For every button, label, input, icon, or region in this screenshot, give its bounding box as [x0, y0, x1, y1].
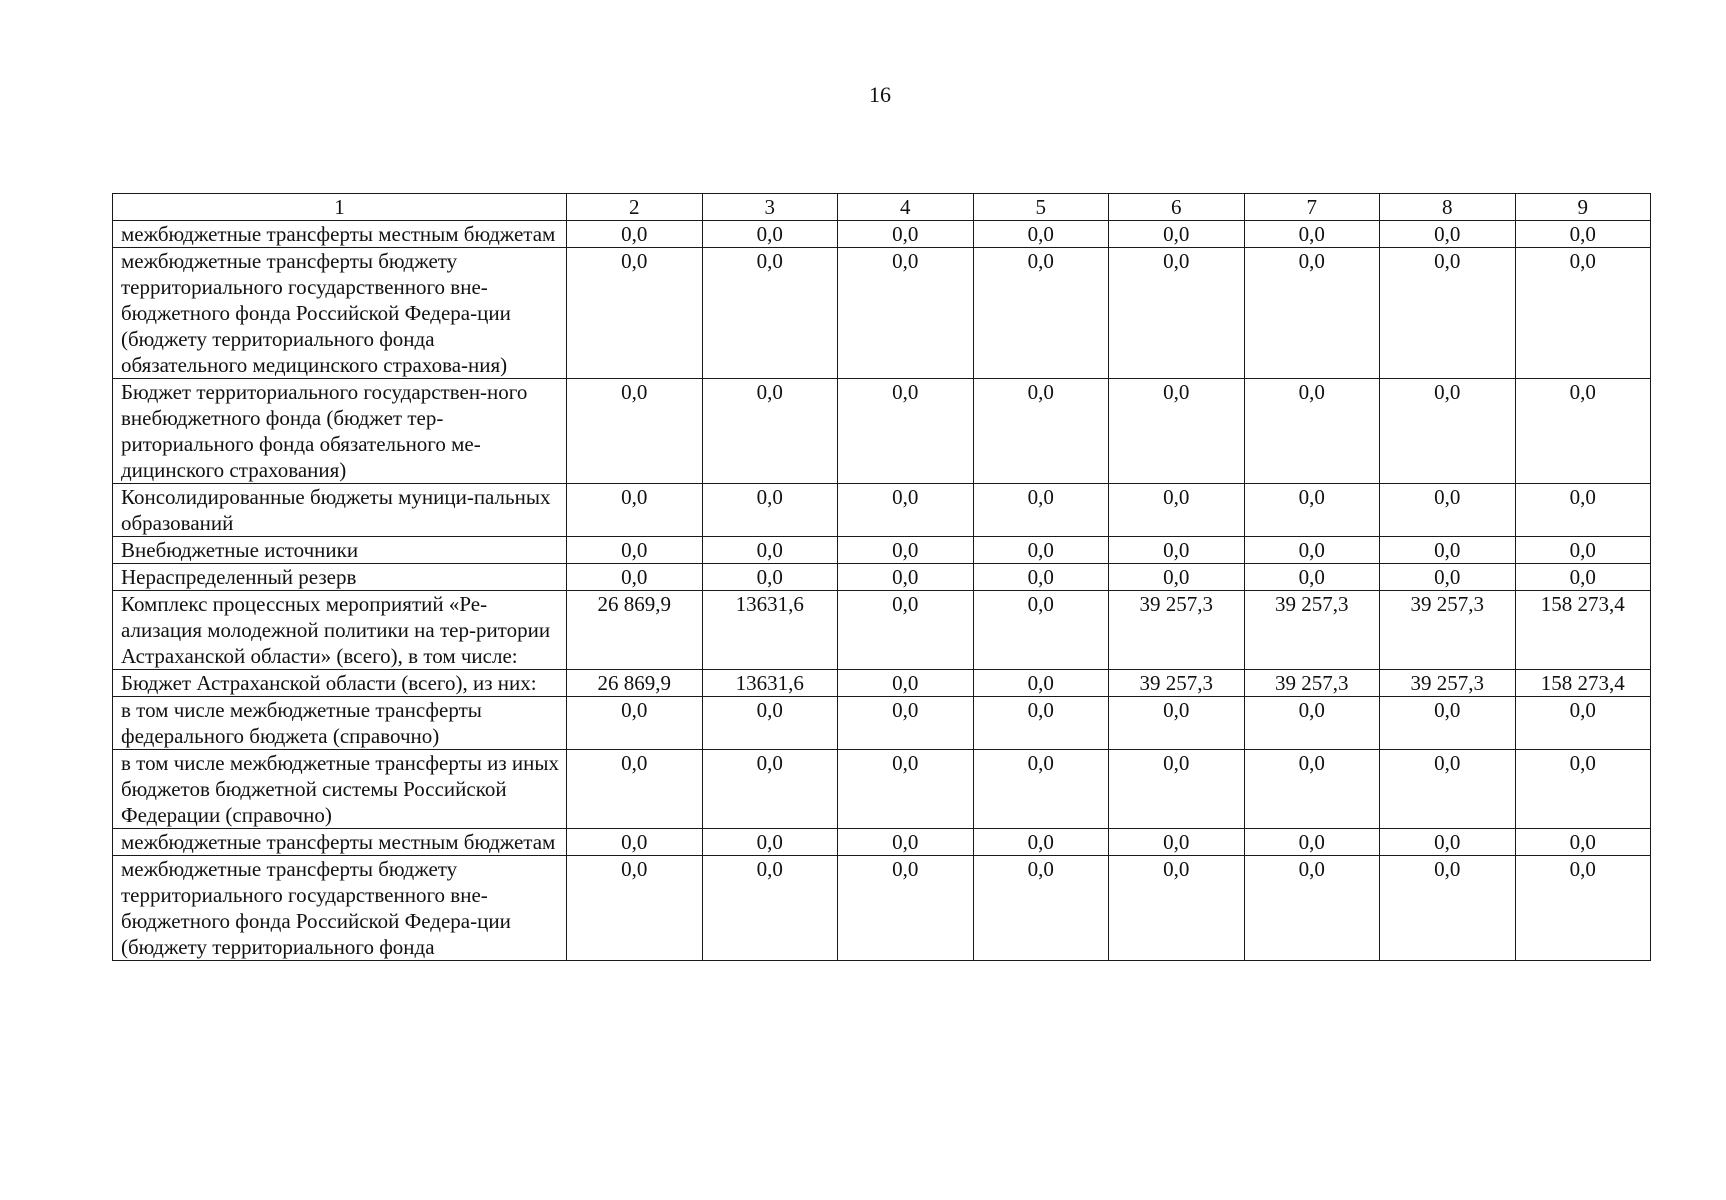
table-cell: 0,0	[1380, 537, 1516, 564]
table-row	[113, 670, 1651, 697]
table-cell: 0,0	[838, 221, 974, 248]
table-cell: 158 273,4	[1515, 670, 1651, 697]
table-cell: 0,0	[973, 248, 1109, 379]
table-cell: 0,0	[1109, 248, 1245, 379]
table-cell: 0,0	[973, 856, 1109, 961]
table-cell: 0,0	[1244, 750, 1380, 829]
table-cell: 0,0	[1109, 379, 1245, 484]
header-row	[113, 194, 1651, 221]
table-cell: 0,0	[702, 697, 838, 750]
row-label: межбюджетные трансферты местным бюджетам	[113, 221, 567, 248]
table-cell: 0,0	[702, 537, 838, 564]
table-cell: 0,0	[1515, 564, 1651, 591]
table-cell: 0,0	[1244, 829, 1380, 856]
table-cell: 0,0	[1244, 484, 1380, 537]
table-cell: 0,0	[838, 750, 974, 829]
table-cell: 0,0	[1109, 221, 1245, 248]
table-cell: 0,0	[1109, 750, 1245, 829]
table-cell: 39 257,3	[1109, 670, 1245, 697]
row-label: в том числе межбюджетные трансферты из иных бюджетов бюджетной системы Российской Федерации (справочно)	[113, 750, 567, 829]
table-cell: 0,0	[1244, 537, 1380, 564]
table-cell: 0,0	[973, 697, 1109, 750]
row-label: межбюджетные трансферты местным бюджетам	[113, 829, 567, 856]
table-row	[113, 591, 1651, 670]
table-body	[113, 221, 1651, 961]
table-cell: 0,0	[1380, 484, 1516, 537]
table-cell: 0,0	[1380, 750, 1516, 829]
table-cell: 0,0	[1109, 484, 1245, 537]
table-cell: 0,0	[1244, 856, 1380, 961]
table-cell: 0,0	[973, 670, 1109, 697]
column-header: 3	[702, 194, 838, 221]
table-row	[113, 221, 1651, 248]
table-cell: 0,0	[1109, 537, 1245, 564]
table-cell: 0,0	[567, 856, 703, 961]
table-cell: 0,0	[1515, 537, 1651, 564]
table-cell: 0,0	[1244, 221, 1380, 248]
table-cell: 0,0	[1109, 829, 1245, 856]
row-label: межбюджетные трансферты бюджету территориального государственного вне-бюджетного фонда Российской Федера-ции (бюджету территориального фонда	[113, 856, 567, 961]
table-cell: 0,0	[702, 379, 838, 484]
table-cell: 0,0	[1244, 697, 1380, 750]
row-label: Внебюджетные источники	[113, 537, 567, 564]
table-cell: 13631,6	[702, 670, 838, 697]
table-cell: 0,0	[838, 591, 974, 670]
table-cell: 0,0	[702, 248, 838, 379]
column-header: 2	[567, 194, 703, 221]
row-label: Комплекс процессных мероприятий «Ре-ализация молодежной политики на тер-ритории Астраханской области» (всего), в том числе:	[113, 591, 567, 670]
table-cell: 0,0	[973, 750, 1109, 829]
table-cell: 0,0	[567, 829, 703, 856]
table-cell: 0,0	[567, 379, 703, 484]
table-row	[113, 750, 1651, 829]
table-cell: 39 257,3	[1380, 591, 1516, 670]
table-cell: 0,0	[973, 484, 1109, 537]
table-cell: 0,0	[702, 221, 838, 248]
table-cell: 0,0	[1380, 856, 1516, 961]
table-cell: 0,0	[1380, 248, 1516, 379]
table-cell: 0,0	[702, 829, 838, 856]
table-cell: 0,0	[973, 379, 1109, 484]
column-header: 6	[1109, 194, 1245, 221]
table-cell: 0,0	[567, 750, 703, 829]
table-cell: 0,0	[838, 670, 974, 697]
table-cell: 0,0	[973, 591, 1109, 670]
table-row	[113, 379, 1651, 484]
table-cell: 0,0	[567, 248, 703, 379]
budget-table	[112, 193, 1651, 961]
table-cell: 0,0	[567, 697, 703, 750]
table-cell: 0,0	[567, 221, 703, 248]
table-cell: 0,0	[1244, 248, 1380, 379]
table-cell: 0,0	[838, 484, 974, 537]
table-cell: 0,0	[1515, 221, 1651, 248]
table-cell: 0,0	[973, 829, 1109, 856]
table-row	[113, 856, 1651, 961]
table-cell: 0,0	[1244, 564, 1380, 591]
table-cell: 0,0	[838, 248, 974, 379]
table-cell: 0,0	[838, 379, 974, 484]
table-cell: 0,0	[1515, 484, 1651, 537]
table-cell: 39 257,3	[1244, 670, 1380, 697]
table-cell: 0,0	[1515, 750, 1651, 829]
table-cell: 0,0	[1515, 697, 1651, 750]
table-cell: 0,0	[702, 484, 838, 537]
table-cell: 0,0	[1380, 221, 1516, 248]
table-cell: 0,0	[838, 537, 974, 564]
column-header: 4	[838, 194, 974, 221]
table-cell: 0,0	[973, 564, 1109, 591]
table-cell: 0,0	[1515, 248, 1651, 379]
table-cell: 0,0	[973, 221, 1109, 248]
table-cell: 0,0	[567, 484, 703, 537]
table-cell: 0,0	[1380, 829, 1516, 856]
row-label: Нераспределенный резерв	[113, 564, 567, 591]
table-row	[113, 248, 1651, 379]
table-row	[113, 484, 1651, 537]
table-row	[113, 537, 1651, 564]
table-row	[113, 829, 1651, 856]
table-row	[113, 697, 1651, 750]
table-cell: 158 273,4	[1515, 591, 1651, 670]
column-header: 8	[1380, 194, 1516, 221]
table-cell: 26 869,9	[567, 670, 703, 697]
table-cell: 0,0	[1380, 379, 1516, 484]
column-header: 7	[1244, 194, 1380, 221]
table-cell: 0,0	[702, 750, 838, 829]
table-cell: 13631,6	[702, 591, 838, 670]
table-cell: 39 257,3	[1244, 591, 1380, 670]
row-label: Бюджет Астраханской области (всего), из них:	[113, 670, 567, 697]
row-label: в том числе межбюджетные трансферты федерального бюджета (справочно)	[113, 697, 567, 750]
table-cell: 0,0	[1109, 697, 1245, 750]
row-label: межбюджетные трансферты бюджету территориального государственного вне-бюджетного фонда Российской Федера-ции (бюджету территориального фонда обязательного медицинского страхова-ния)	[113, 248, 567, 379]
column-header: 5	[973, 194, 1109, 221]
table-cell: 0,0	[1380, 564, 1516, 591]
table-cell: 0,0	[838, 829, 974, 856]
column-header: 9	[1515, 194, 1651, 221]
page-number: 16	[869, 82, 891, 107]
table-cell: 0,0	[1244, 379, 1380, 484]
table-cell: 0,0	[973, 537, 1109, 564]
column-header: 1	[113, 194, 567, 221]
row-label: Консолидированные бюджеты муници-пальных образований	[113, 484, 567, 537]
table-cell: 0,0	[1515, 856, 1651, 961]
table-cell: 0,0	[702, 564, 838, 591]
table-cell: 0,0	[838, 564, 974, 591]
table-cell: 0,0	[1109, 564, 1245, 591]
table-cell: 0,0	[567, 537, 703, 564]
table-cell: 0,0	[1515, 829, 1651, 856]
table-cell: 39 257,3	[1109, 591, 1245, 670]
table-cell: 0,0	[838, 856, 974, 961]
table-row	[113, 564, 1651, 591]
table-cell: 0,0	[567, 564, 703, 591]
table-cell: 26 869,9	[567, 591, 703, 670]
row-label: Бюджет территориального государствен-ного внебюджетного фонда (бюджет тер-риториального фонда обязательного ме-дицинского страхования)	[113, 379, 567, 484]
table-cell: 0,0	[838, 697, 974, 750]
table-cell: 0,0	[1515, 379, 1651, 484]
table-cell: 0,0	[1109, 856, 1245, 961]
table-cell: 0,0	[702, 856, 838, 961]
table-cell: 0,0	[1380, 697, 1516, 750]
table-cell: 39 257,3	[1380, 670, 1516, 697]
